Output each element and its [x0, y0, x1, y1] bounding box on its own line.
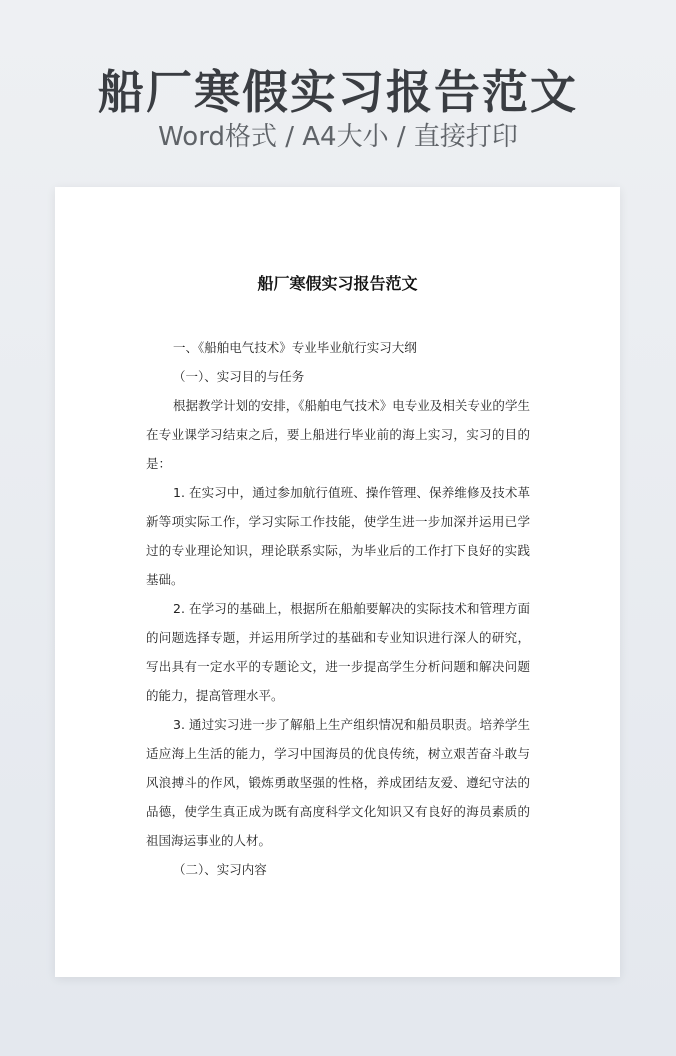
subsection-heading: （一）、实习目的与任务 — [173, 369, 305, 384]
document-body — [146, 333, 530, 884]
subsection-heading: （二）、实习内容 — [173, 862, 267, 877]
banner-subtitle: Word格式 / A4大小 / 直接打印 — [158, 122, 518, 152]
list-item-paragraph: 3. 通过实习进一步了解船上生产组织情况和船员职责。培养学生适应海上生活的能力，学习中国海员的优良传统，树立艰苦奋斗敢与风浪搏斗的作风，锻炼勇敢坚强的性格，养成团结友爱、遵纪守法的品德，使学生真正成为既有高度科学文化知识又有良好的海员素质的祖国海运事业的人材。 — [146, 717, 530, 848]
document-title: 船厂寒假实习报告范文 — [257, 274, 418, 293]
section-heading: 一、《船舶电气技术》专业毕业航行实习大纲 — [173, 340, 417, 355]
banner-title: 船厂寒假实习报告范文 — [98, 65, 578, 119]
document-page — [55, 187, 620, 977]
list-item-paragraph: 2. 在学习的基础上，根据所在船舶要解决的实际技术和管理方面的问题选择专题，并运用所学过的基础和专业知识进行深人的研究，写出具有一定水平的专题论文，进一步提高学生分析问题和解决问题的能力，提高管理水平。 — [146, 601, 530, 703]
body-paragraph: 根据教学计划的安排，《船舶电气技术》电专业及相关专业的学生在专业课学习结束之后，要上船进行毕业前的海上实习，实习的目的是： — [146, 398, 530, 471]
list-item-paragraph: 1. 在实习中，通过参加航行值班、操作管理、保养维修及技术革新等项实际工作，学习实际工作技能，使学生进一步加深并运用已学过的专业理论知识，理论联系实际，为毕业后的工作打下良好的实践基础。 — [146, 485, 530, 587]
